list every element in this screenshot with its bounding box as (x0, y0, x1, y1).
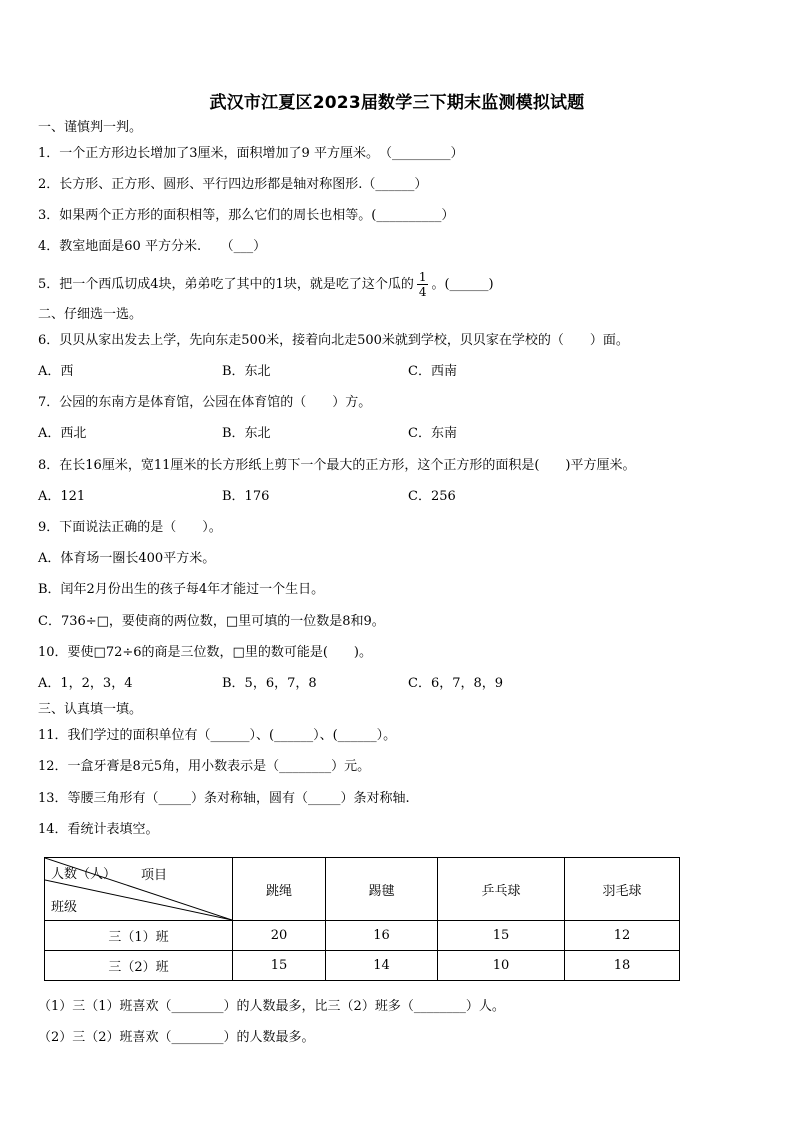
question-5 (38, 270, 494, 299)
question-14-part-1: （1）三（1）班喜欢（________）的人数最多，比三（2）班多（________）人。 (38, 999, 505, 1014)
question-8-option-c: C．256 (408, 489, 456, 504)
page-title: 武汉市江夏区2023届数学三下期末监测模拟试题 (209, 93, 585, 113)
question-1: 1．一个正方形边长增加了3厘米，面积增加了9 平方厘米。 （_________） (38, 146, 464, 161)
diagonal-header-cell (45, 858, 233, 921)
table-cell: 15 (438, 921, 565, 951)
question-3: 3．如果两个正方形的面积相等，那么它们的周长也相等。(__________） (38, 208, 455, 223)
table-cell: 14 (326, 951, 438, 981)
question-4: 4．教室地面是60 平方分米. （___） (38, 239, 267, 254)
question-11: 11．我们学过的面积单位有（______）、(______）、(______）。 (38, 728, 397, 743)
question-7: 7．公园的东南方是体育馆，公园在体育馆的（ ）方。 (38, 395, 372, 410)
table-header-row (45, 858, 680, 921)
question-12: 12．一盒牙膏是8元5角，用小数表示是（________）元。 (38, 759, 371, 774)
table-row (45, 921, 680, 951)
column-header: 乒乓球 (438, 858, 565, 921)
question-7-option-a: A．西北 (38, 426, 87, 441)
column-header: 踢毽 (326, 858, 438, 921)
table-cell: 18 (565, 951, 680, 981)
section-heading-1: 一、谨慎判一判。 (38, 120, 143, 135)
question-5-blank: 。(______) (431, 277, 494, 292)
question-2: 2．长方形、正方形、圆形、平行四边形都是轴对称图形.（______） (38, 177, 428, 192)
statistics-table (44, 857, 680, 981)
question-6-option-c: C．西南 (408, 364, 457, 379)
row-label: 三（2）班 (45, 951, 233, 981)
column-header: 跳绳 (233, 858, 326, 921)
fraction-denominator: 4 (418, 285, 427, 299)
header-item-label: 项目 (141, 868, 168, 883)
question-10-option-c: C．6，7，8，9 (408, 676, 504, 691)
question-8-option-a: A．121 (38, 489, 86, 504)
table-cell: 12 (565, 921, 680, 951)
question-6: 6．贝贝从家出发去上学，先向东走500米，接着向北走500米就到学校，贝贝家在学校的（ ）面。 (38, 333, 629, 348)
column-header: 羽毛球 (565, 858, 680, 921)
table-cell: 20 (233, 921, 326, 951)
question-9: 9．下面说法正确的是（ ）。 (38, 520, 222, 535)
table-cell: 10 (438, 951, 565, 981)
header-class-label: 班级 (51, 900, 78, 915)
header-people-label: 人数（人） (51, 867, 117, 882)
section-heading-3: 三、认真填一填。 (38, 702, 143, 717)
table-row (45, 951, 680, 981)
table-cell: 15 (233, 951, 326, 981)
question-7-option-b: B．东北 (222, 426, 271, 441)
section-heading-2: 二、仔细选一选。 (38, 307, 143, 322)
question-8: 8．在长16厘米，宽11厘米的长方形纸上剪下一个最大的正方形，这个正方形的面积是( )平方厘米。 (38, 458, 636, 473)
question-8-option-b: B．176 (222, 489, 270, 504)
question-9-option-a: A．体育场一圈长400平方米。 (38, 551, 216, 566)
row-label: 三（1）班 (45, 921, 233, 951)
question-9-option-b: B．闰年2月份出生的孩子每4年才能过一个生日。 (38, 582, 325, 597)
question-10: 10．要使□72÷6的商是三位数，□里的数可能是( )。 (38, 645, 372, 660)
question-14-part-2: （2）三（2）班喜欢（________）的人数最多。 (38, 1030, 315, 1045)
fraction-numerator: 1 (418, 270, 427, 284)
table-cell: 16 (326, 921, 438, 951)
fraction-one-quarter (417, 270, 429, 299)
question-14: 14．看统计表填空。 (38, 822, 159, 837)
question-7-option-c: C．东南 (408, 426, 457, 441)
question-13: 13．等腰三角形有（_____）条对称轴，圆有（_____）条对称轴. (38, 791, 410, 806)
question-5-text: 5．把一个西瓜切成4块，弟弟吃了其中的1块，就是吃了这个瓜的 (38, 277, 414, 292)
question-9-option-c: C．736÷□，要使商的两位数，□里可填的一位数是8和9。 (38, 614, 385, 629)
question-6-option-b: B．东北 (222, 364, 271, 379)
question-6-option-a: A．西 (38, 364, 74, 379)
question-10-option-a: A．1，2，3，4 (38, 676, 133, 691)
question-10-option-b: B．5，6，7，8 (222, 676, 317, 691)
